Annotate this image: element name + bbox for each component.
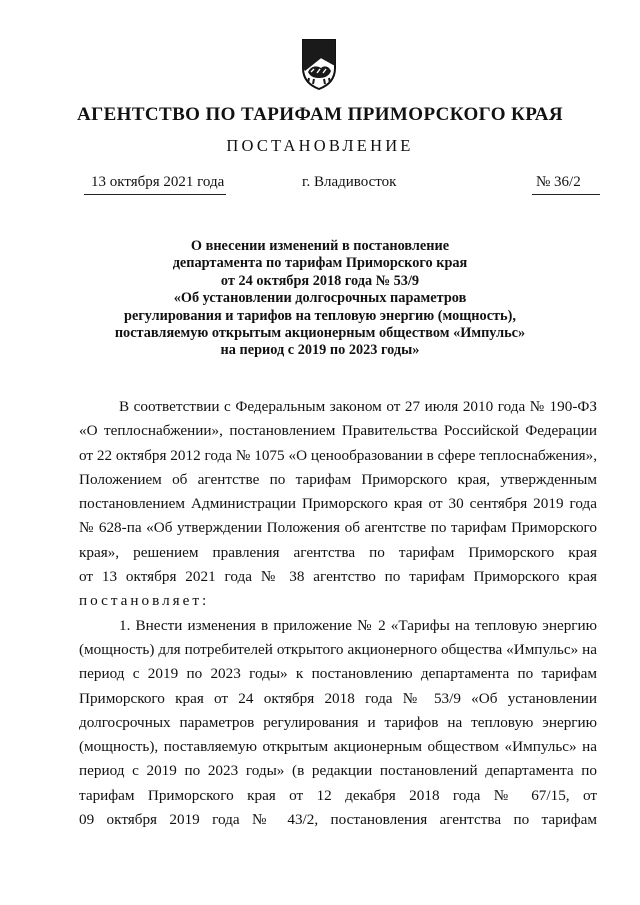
agency-name: АГЕНТСТВО ПО ТАРИФАМ ПРИМОРСКОГО КРАЯ xyxy=(76,104,564,125)
resolution-body xyxy=(79,395,597,832)
body-line: края», решением правления агентства по тарифам Приморского края xyxy=(79,543,597,561)
body-line: Приморского края от 24 октября 2018 года № 53/9 «Об установлении xyxy=(79,689,597,707)
body-line: В соответствии с Федеральным законом от 27 июля 2010 года № 190-ФЗ xyxy=(119,398,597,415)
body-line: (мощность), поставляемую открытым акционерным обществом «Импульс» на xyxy=(79,738,597,756)
body-line: (мощность) для потребителей открытого акционерного общества «Импульс» на xyxy=(79,640,597,658)
document-date: 13 октября 2021 года xyxy=(91,174,225,190)
body-line: Положением об агентстве по тарифам Приморского края, утвержденным xyxy=(79,470,597,488)
title-line: на период с 2019 по 2023 годы» xyxy=(220,342,420,359)
body-line: тарифам Приморского края от 12 декабря 2018 года № 67/15, от xyxy=(79,786,597,804)
title-line: «Об установлении долгосрочных параметров xyxy=(173,290,467,307)
resolution-title xyxy=(0,238,640,360)
body-line: 09 октября 2019 года № 43/2, постановления агентства по тарифам xyxy=(79,811,597,829)
date-underline xyxy=(84,194,226,195)
body-line: «О теплоснабжении», постановлением Правительства Российской Федерации xyxy=(79,422,597,440)
document-number: № 36/2 xyxy=(536,174,581,190)
title-line: поставляемую открытым акционерным обществом «Импульс» xyxy=(114,325,526,342)
body-line: долгосрочных параметров регулирования и тарифов на тепловую энергию xyxy=(79,713,597,731)
number-underline xyxy=(532,194,600,195)
title-line: от 24 октября 2018 года № 53/9 xyxy=(220,272,420,289)
body-line: 1. Внести изменения в приложение № 2 «Тарифы на тепловую энергию xyxy=(119,616,597,634)
body-line: период с 2019 по 2023 годы» к постановлению департамента по тарифам xyxy=(79,665,597,683)
title-line: О внесении изменений в постановление xyxy=(190,238,450,254)
body-line: от 13 октября 2021 года № 38 агентство по тарифам Приморского края xyxy=(79,568,597,586)
title-line: департамента по тарифам Приморского края xyxy=(172,255,468,272)
body-line: от 22 октября 2012 года № 1075 «О ценообразовании в сфере теплоснабжения», xyxy=(79,446,597,464)
body-line: период с 2019 по 2023 годы» (в редакции постановлений департамента по xyxy=(79,762,597,780)
document-type: ПОСТАНОВЛЕНИЕ xyxy=(226,136,414,155)
body-line: постановлением Администрации Приморского края от 30 сентября 2019 года xyxy=(79,495,597,513)
body-line: № 628-па «Об утверждении Положения об агентстве по тарифам Приморского xyxy=(79,519,597,537)
body-line-resolves: постановляет: xyxy=(79,592,210,610)
coat-of-arms-emblem xyxy=(301,38,337,90)
document-city: г. Владивосток xyxy=(302,174,397,190)
title-line: регулирования и тарифов на тепловую энергию (мощность), xyxy=(124,307,516,324)
